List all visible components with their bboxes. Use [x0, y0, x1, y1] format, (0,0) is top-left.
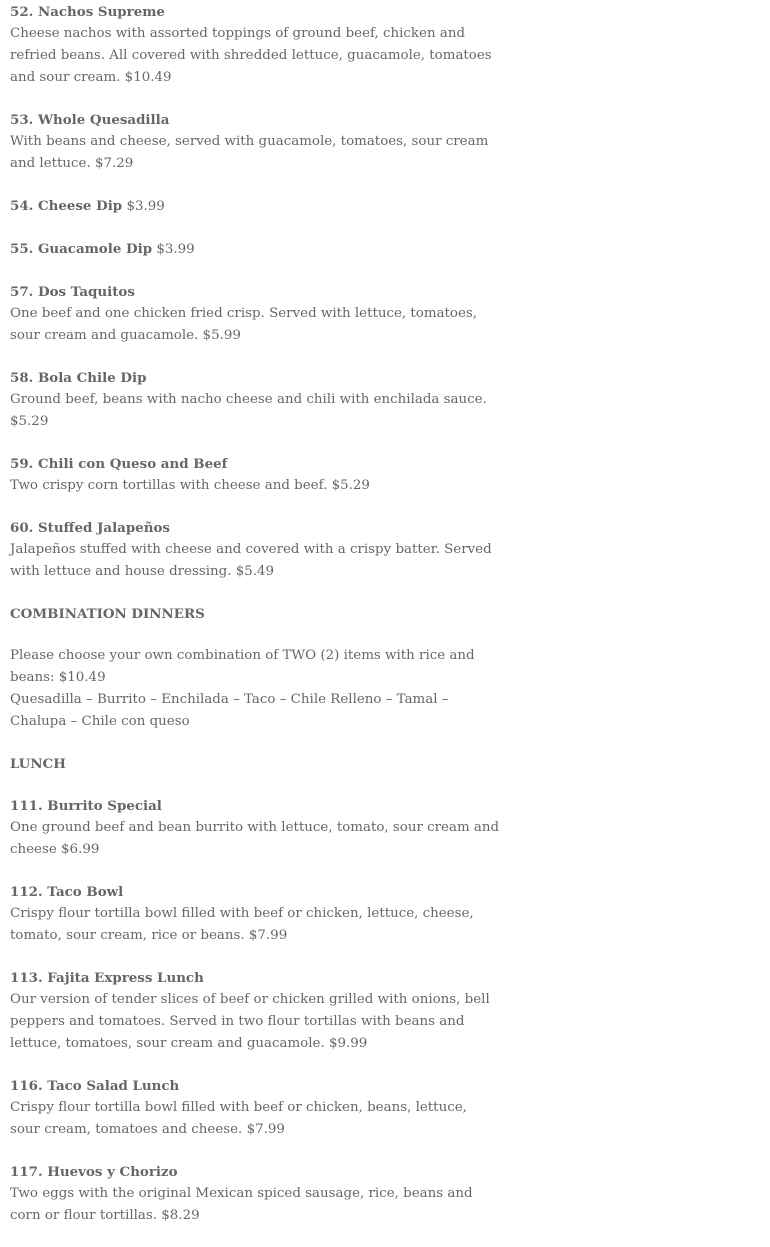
item-description: Jalapeños stuffed with cheese and covered with a crispy batter. Served with lettuce and house dressing. $5.49 [10, 542, 492, 579]
menu-item [10, 195, 500, 218]
item-title: 55. Guacamole Dip [10, 241, 153, 257]
item-description: Crispy flour tortilla bowl filled with beef or chicken, beans, lettuce, sour cream, tomatoes and cheese. $7.99 [10, 1100, 467, 1137]
menu-item [10, 1075, 500, 1141]
menu-item [10, 281, 500, 347]
menu-content [10, 1, 500, 1247]
combination-details [10, 645, 500, 733]
menu-item [10, 795, 500, 861]
item-title: 57. Dos Taquitos [10, 284, 135, 300]
item-title: 113. Fajita Express Lunch [10, 970, 204, 986]
item-description: Ground beef, beans with nacho cheese and chili with enchilada sauce. $5.29 [10, 392, 487, 429]
section-heading-lunch [10, 753, 500, 775]
item-title: 58. Bola Chile Dip [10, 370, 147, 386]
item-title: 53. Whole Quesadilla [10, 112, 170, 128]
item-description: One beef and one chicken fried crisp. Served with lettuce, tomatoes, sour cream and guacamole. $5.99 [10, 306, 478, 343]
combination-options: Quesadilla – Burrito – Enchilada – Taco – Chile Relleno – Tamal – Chalupa – Chile con queso [10, 692, 449, 729]
menu-item [10, 1161, 500, 1227]
item-description: With beans and cheese, served with guacamole, tomatoes, sour cream and lettuce. $7.29 [10, 134, 489, 171]
combination-intro: Please choose your own combination of TWO (2) items with rice and beans: $10.49 [10, 648, 475, 685]
item-title: 112. Taco Bowl [10, 884, 124, 900]
item-description: Two crispy corn tortillas with cheese and beef. $5.29 [10, 478, 370, 493]
menu-item [10, 881, 500, 947]
item-description: Two eggs with the original Mexican spiced sausage, rice, beans and corn or flour tortillas. $8.29 [10, 1186, 473, 1223]
menu-item [10, 238, 500, 261]
section-heading-combination [10, 603, 500, 625]
item-description: Crispy flour tortilla bowl filled with beef or chicken, lettuce, cheese, tomato, sour cream, rice or beans. $7.99 [10, 906, 474, 943]
menu-item [10, 517, 500, 583]
item-title: 52. Nachos Supreme [10, 4, 165, 20]
menu-item [10, 1, 500, 89]
item-description: One ground beef and bean burrito with lettuce, tomato, sour cream and cheese $6.99 [10, 820, 500, 857]
item-description: Our version of tender slices of beef or chicken grilled with onions, bell peppers and tomatoes. Served in two flour tortillas with beans and lettuce, tomatoes, sour cream and guacamole. $9.99 [10, 992, 490, 1051]
item-title: 116. Taco Salad Lunch [10, 1078, 180, 1094]
menu-item [10, 453, 500, 497]
section-heading: LUNCH [10, 756, 66, 772]
menu-item [10, 967, 500, 1055]
menu-item [10, 367, 500, 433]
section-heading: COMBINATION DINNERS [10, 606, 205, 622]
item-description: Cheese nachos with assorted toppings of ground beef, chicken and refried beans. All covered with shredded lettuce, guacamole, tomatoes and sour cream. $10.49 [10, 26, 492, 85]
item-title: 54. Cheese Dip [10, 198, 123, 214]
menu-item [10, 109, 500, 175]
item-price: $3.99 [126, 199, 165, 214]
item-title: 117. Huevos y Chorizo [10, 1164, 178, 1180]
item-title: 60. Stuffed Jalapeños [10, 520, 170, 536]
item-title: 111. Burrito Special [10, 798, 162, 814]
item-price: $3.99 [156, 242, 195, 257]
item-title: 59. Chili con Queso and Beef [10, 456, 228, 472]
